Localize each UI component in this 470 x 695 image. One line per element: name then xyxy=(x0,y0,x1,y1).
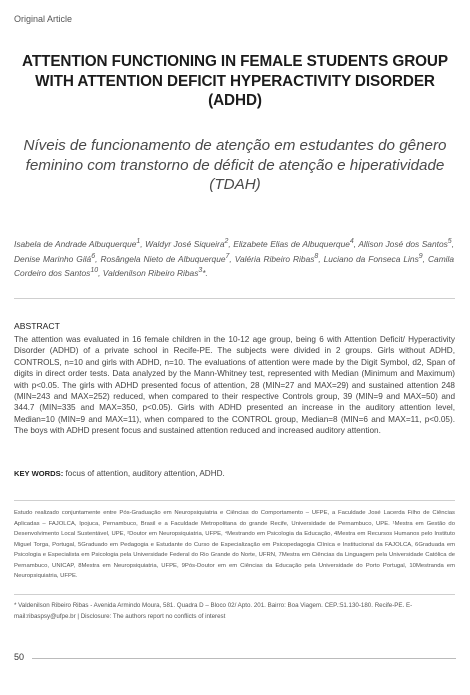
author-affiliation-mark: 9 xyxy=(418,252,423,260)
abstract-heading: ABSTRACT xyxy=(14,321,60,331)
author-affiliation-mark: 1 xyxy=(136,238,141,245)
author-name: Luciano da Fonseca Lins xyxy=(323,253,419,264)
author-affiliation-mark: 8 xyxy=(314,252,319,260)
author-name: Valdenilson Ribeiro Ribas xyxy=(102,267,199,278)
affiliations-footnote: Estudo realizado conjuntamente entre Pós-Graduação em Neuropsiquiatria e Ciências do Comportamento – UFPE, a Faculdade José Lacerda Filho de Ciências Aplicadas – FAJOLCA, Ipojuca, Pernambuco, Brasil e a Faculdade Metropolitana do grande Recife, Universidade de Pernambuco, UPE. ¹Mestra em Gestão do Desenvolvimento Local Sustentável, UPE, ²Doutor em Neuropsiquiatria, UFPE, ⁴Mestrando em Psicologia da Educação, 4Mestra em Recursos Humanos pelo Instituto Miguel Torga, Portugal, 5Graduado em Pedagogia e Estudante do Curso de Especialização em Psicopedagogia Clínica e Institucional da FAJOLCA, 6Graduada em Psicologia e Especialista em Psicologia pela Universidade Federal do Rio Grande do Norte, UFRN, 7Mestra em Ciências da Linguagem pela Universidade Católica de Pernambuco, UNICAP, 8Mestra em Neuropsiquiatria, UFPE, 9Pós-Doutor em em Ciências da Educação pela Universidade do Porto Portugal, 10Mestranda em Neuropsiquiatria, UFPE. xyxy=(14,510,455,579)
page-number: 50 xyxy=(14,652,25,662)
english-title: ATTENTION FUNCTIONING IN FEMALE STUDENTS GROUP WITH ATTENTION DEFICIT HYPERACTIVITY DISORDER (ADHD) xyxy=(22,53,448,109)
author-affiliation-mark: 10 xyxy=(90,267,99,275)
author-name: Denise Marinho Gilá xyxy=(14,253,92,264)
author-affiliation-mark: 2 xyxy=(224,238,229,245)
keywords-text: focus of attention, auditory attention, ADHD. xyxy=(63,469,225,478)
author-name: Camila Cordeiro dos Santos xyxy=(14,253,455,278)
author-affiliation-mark: 4 xyxy=(349,238,354,245)
author-name: Rosângela Nieto de Albuquerque xyxy=(100,253,226,264)
author-affiliation-mark: 3 xyxy=(198,267,203,275)
page-footer-rule xyxy=(32,658,456,659)
author-name: Isabela de Andrade Albuquerque xyxy=(14,238,137,249)
correspondence-divider xyxy=(14,594,455,595)
portuguese-title: Níveis de funcionamento de atenção em estudantes do gênero feminino com transtorno de déficit de atenção e hiperatividade (TDAH) xyxy=(23,137,447,193)
author-affiliation-mark: 6 xyxy=(91,252,96,260)
author-affiliation-mark: 5 xyxy=(447,238,452,245)
footnote-divider xyxy=(14,500,455,501)
corresponding-author-mark: *. xyxy=(202,267,208,278)
keywords-line xyxy=(14,469,455,478)
author-name: Waldyr José Siqueira xyxy=(145,238,225,249)
author-list: Isabela de Andrade Albuquerque$^1$, Waldyr José Siqueira$^2$, Elizabete Elias de Albuquerque$^4$, Allison José dos Santos$^5$, Denise Marinho Gilá$^6$, Rosângela Nieto de Albuquerque$^7$, Valéria Ribeiro Ribas$^8$, Luciano da Fonseca Lins$^9$, Camila Cordeiro dos Santos$^{10}$, Valdenilson Ribeiro Ribas$^3$*. xyxy=(14,238,455,278)
correspondence-footnote: * Valdenilson Ribeiro Ribas - Avenida Armindo Moura, 581. Quadra D – Bloco 02/ Apto. 201. Bairro: Boa Viagem. CEP.:51.130-180. Recife-PE. E-mail:ribaspsy@ufpe.br | Disclosure: The authors report no conflicts of interest xyxy=(14,602,413,620)
author-affiliation-mark: 7 xyxy=(225,252,230,260)
author-name: Allison José dos Santos xyxy=(358,238,448,249)
keywords-label: KEY WORDS: xyxy=(14,469,64,478)
section-divider xyxy=(14,298,455,299)
author-name: Valéria Ribeiro Ribas xyxy=(234,253,315,264)
article-type-label: Original Article xyxy=(14,14,73,24)
abstract-body: The attention was evaluated in 16 female children in the 10-12 age group, being 6 with Attention Deficit/ Hyperactivity Disorder (ADHD) of a private school in Recife-PE. The subjects were divided in 2 groups. Girls without ADHD, CONTROLS, n=10 and girls with ADHD, n=10. The evaluations of attention were made by the Digit Symbol, d2, Span of digits in direct order tests. Data analyzed by the Mann-Whitney test, represented with Median (Minimum and Maximum) with p<0.05. The girls with ADHD presented focus of attention, 28 (MIN=27 and MAX=29) and sustained attention 248 (MIN=243 and MAX=252) reduced, when compared to their respective Controls group, 39 (MIN=9 and MAX=50) and 344.7 (MIN=335 and MAX=350, p<0.05). Girls with ADHD presented an increase in the auditory attention level, Median=10 (MIN=9 and MAX=11), when compared to the CONTROL group, Median=8 (MIN=6 and MAX=11, p<0.05). The boys with ADHD present focus and sustained attention reduced and increased auditory attention. xyxy=(14,335,455,436)
author-name: Elizabete Elias de Albuquerque xyxy=(233,238,350,249)
